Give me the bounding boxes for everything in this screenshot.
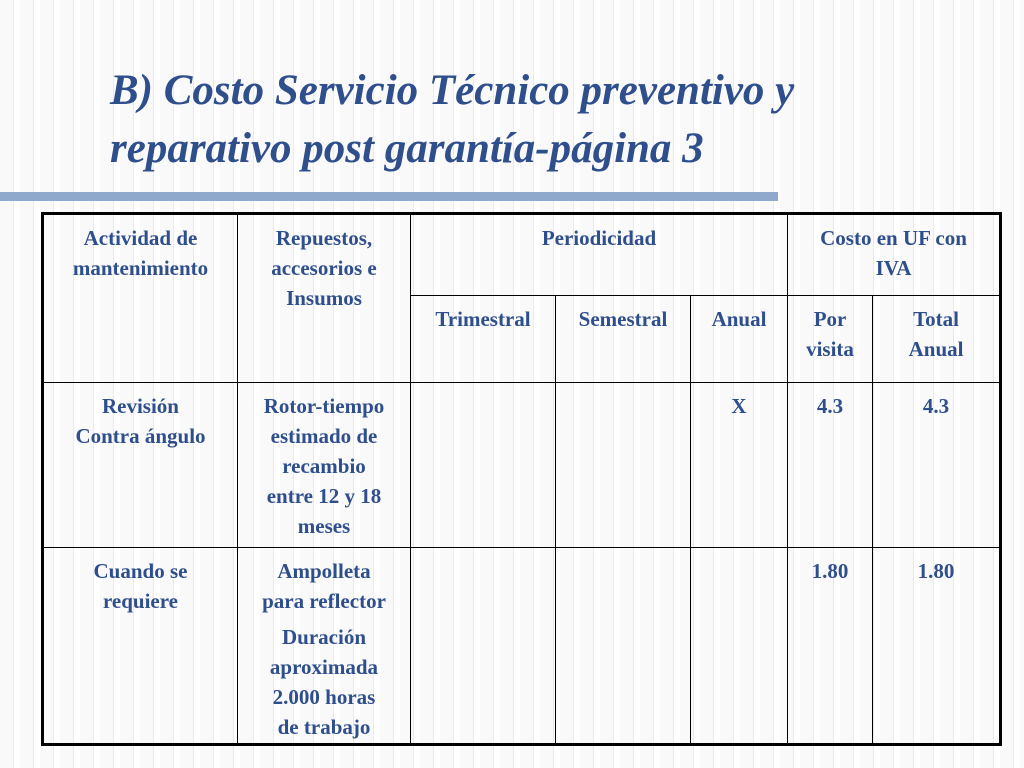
header-anual-label: Anual [711,307,767,331]
cell-repuestos-line: aproximada [269,655,379,679]
cost-table [41,212,1002,746]
cell-trimestral [411,548,556,745]
cell-total-anual: 4.3 [873,383,1001,548]
cell-repuestos-line: estimado de [270,424,378,448]
header-semestral-label: Semestral [578,307,668,331]
header-repuestos [238,214,411,383]
table-row [43,548,1001,745]
header-repuestos-line: Repuestos, [275,226,373,250]
cell-repuestos-line: Ampolleta [277,559,371,583]
cell-repuestos-line: entre 12 y 18 [266,484,382,508]
cell-anual: X [691,383,788,548]
cell-repuestos-line: Rotor-tiempo [263,394,385,418]
cell-repuestos-line: recambio [282,454,366,478]
header-costo-line: Costo en UF con [820,226,967,250]
header-trimestral-label: Trimestral [435,307,531,331]
table-row [43,383,1001,548]
cell-semestral [556,548,691,745]
cell-repuestos-line: para reflector [262,589,386,613]
header-repuestos-line: Insumos [286,286,362,310]
header-actividad-line: mantenimiento [72,256,209,280]
cell-repuestos-line: 2.000 horas [272,685,376,709]
slide-title [110,62,990,178]
header-total-anual-line: Anual [908,337,964,361]
header-actividad [43,214,238,383]
cell-repuestos-line: de trabajo [277,715,371,739]
header-total-anual [873,296,1001,383]
cell-actividad-line: requiere [102,589,179,613]
cell-repuestos-line: meses [297,514,351,538]
header-periodicidad [411,214,788,296]
cell-actividad [43,383,238,548]
header-por-visita [788,296,873,383]
cell-actividad-line: Contra ángulo [75,424,206,448]
cell-anual [691,548,788,745]
cell-por-visita: 4.3 [788,383,873,548]
header-por-visita-line: Por [813,307,847,331]
header-periodicidad-label: Periodicidad [541,226,657,250]
header-por-visita-line: visita [806,337,854,361]
cell-actividad-line: Revisión [101,394,179,418]
header-costo-line: IVA [875,256,912,280]
cell-repuestos [238,383,411,548]
title-underline-bar [0,192,778,201]
header-actividad-line: Actividad de [83,226,198,250]
cell-repuestos [238,548,411,745]
cell-trimestral [411,383,556,548]
header-anual [691,296,788,383]
header-costo [788,214,1001,296]
header-total-anual-line: Total [913,307,959,331]
cell-actividad-line: Cuando se [93,559,188,583]
title-line-2: reparativo post garantía-página 3 [110,125,704,172]
cell-actividad [43,548,238,745]
header-repuestos-line: accesorios e [271,256,377,280]
title-line-1: B) Costo Servicio Técnico preventivo y [110,67,795,114]
header-semestral [556,296,691,383]
cell-total-anual: 1.80 [873,548,1001,745]
cell-repuestos-line: Duración [282,625,366,649]
cell-semestral [556,383,691,548]
header-trimestral [411,296,556,383]
cell-por-visita: 1.80 [788,548,873,745]
